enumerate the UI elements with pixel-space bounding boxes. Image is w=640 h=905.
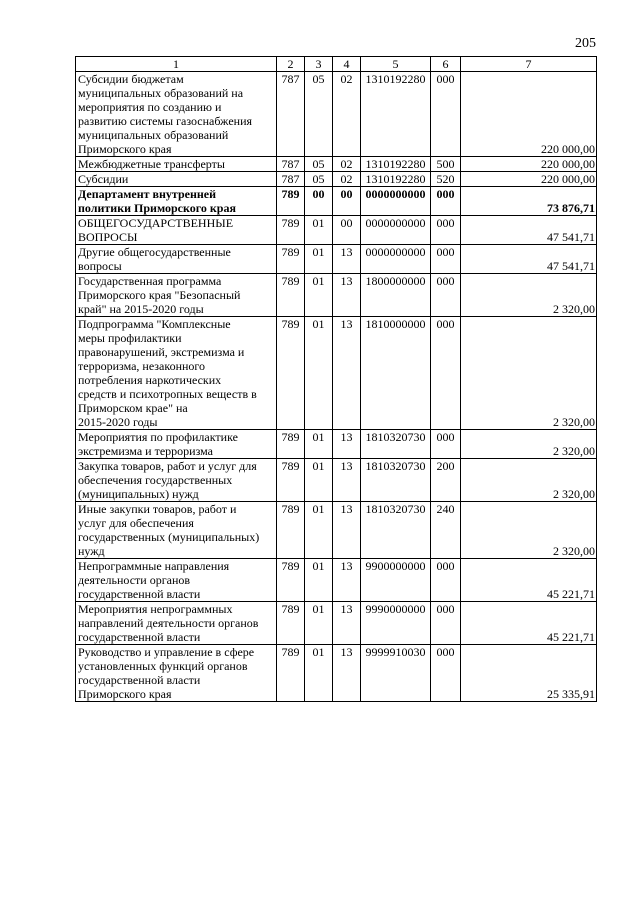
row-expense-type-cell: 000 bbox=[431, 645, 461, 702]
row-target-article-cell: 0000000000 bbox=[361, 187, 431, 216]
row-name-cell: Субсидии бюджетам муниципальных образований на мероприятия по созданию и развитию системы газоснабжения муниципальных образований Приморского края bbox=[76, 72, 277, 157]
row-section-cell: 05 bbox=[305, 172, 333, 187]
row-target-article-cell: 1310192280 bbox=[361, 157, 431, 172]
row-name-cell: Другие общегосударственные вопросы bbox=[76, 245, 277, 274]
row-amount-cell: 2 320,00 bbox=[461, 459, 597, 502]
row-target-article-cell: 1810320730 bbox=[361, 502, 431, 559]
row-expense-type-cell: 500 bbox=[431, 157, 461, 172]
row-section-cell: 01 bbox=[305, 459, 333, 502]
row-expense-type-cell: 000 bbox=[431, 72, 461, 157]
row-admin-code-cell: 787 bbox=[277, 157, 305, 172]
row-name-cell: Департамент внутренней политики Приморского края bbox=[76, 187, 277, 216]
row-expense-type-cell: 200 bbox=[431, 459, 461, 502]
table-row bbox=[76, 602, 597, 645]
row-expense-type-cell: 000 bbox=[431, 274, 461, 317]
row-subsection-cell: 13 bbox=[333, 245, 361, 274]
row-target-article-cell: 1810320730 bbox=[361, 430, 431, 459]
row-expense-type-cell: 000 bbox=[431, 216, 461, 245]
row-admin-code-cell: 789 bbox=[277, 317, 305, 430]
row-subsection-cell: 02 bbox=[333, 157, 361, 172]
row-amount-cell: 47 541,71 bbox=[461, 245, 597, 274]
row-subsection-cell: 13 bbox=[333, 645, 361, 702]
row-admin-code-cell: 789 bbox=[277, 602, 305, 645]
budget-table bbox=[75, 56, 597, 702]
row-target-article-cell: 1310192280 bbox=[361, 72, 431, 157]
row-section-cell: 01 bbox=[305, 245, 333, 274]
row-subsection-cell: 13 bbox=[333, 430, 361, 459]
row-name-cell: Мероприятия непрограммных направлений деятельности органов государственной власти bbox=[76, 602, 277, 645]
row-subsection-cell: 13 bbox=[333, 559, 361, 602]
row-admin-code-cell: 789 bbox=[277, 216, 305, 245]
row-name-cell: Мероприятия по профилактике экстремизма и терроризма bbox=[76, 430, 277, 459]
row-target-article-cell: 1800000000 bbox=[361, 274, 431, 317]
row-target-article-cell: 0000000000 bbox=[361, 245, 431, 274]
row-name-cell: Непрограммные направления деятельности органов государственной власти bbox=[76, 559, 277, 602]
row-subsection-cell: 00 bbox=[333, 216, 361, 245]
row-amount-cell: 220 000,00 bbox=[461, 172, 597, 187]
table-row bbox=[76, 72, 597, 157]
table-row bbox=[76, 502, 597, 559]
row-amount-cell: 220 000,00 bbox=[461, 157, 597, 172]
header-col-2: 2 bbox=[277, 57, 305, 72]
row-subsection-cell: 13 bbox=[333, 502, 361, 559]
row-section-cell: 01 bbox=[305, 216, 333, 245]
row-amount-cell: 2 320,00 bbox=[461, 317, 597, 430]
row-section-cell: 01 bbox=[305, 274, 333, 317]
table-row bbox=[76, 274, 597, 317]
table-row bbox=[76, 245, 597, 274]
table-row bbox=[76, 216, 597, 245]
table-header-row bbox=[76, 57, 597, 72]
row-expense-type-cell: 240 bbox=[431, 502, 461, 559]
row-target-article-cell: 9900000000 bbox=[361, 559, 431, 602]
header-col-5: 5 bbox=[361, 57, 431, 72]
row-admin-code-cell: 789 bbox=[277, 559, 305, 602]
row-admin-code-cell: 789 bbox=[277, 645, 305, 702]
row-admin-code-cell: 789 bbox=[277, 459, 305, 502]
row-target-article-cell: 1310192280 bbox=[361, 172, 431, 187]
row-target-article-cell: 1810000000 bbox=[361, 317, 431, 430]
row-name-cell: ОБЩЕГОСУДАРСТВЕННЫЕ ВОПРОСЫ bbox=[76, 216, 277, 245]
table-row bbox=[76, 187, 597, 216]
row-expense-type-cell: 000 bbox=[431, 602, 461, 645]
row-amount-cell: 73 876,71 bbox=[461, 187, 597, 216]
row-name-cell: Подпрограмма "Комплексные меры профилактики правонарушений, экстремизма и терроризма, незаконного потребления наркотических средств и психотропных веществ в Приморском крае" на 2015-2020 годы bbox=[76, 317, 277, 430]
row-amount-cell: 2 320,00 bbox=[461, 502, 597, 559]
row-name-cell: Субсидии bbox=[76, 172, 277, 187]
row-subsection-cell: 13 bbox=[333, 459, 361, 502]
row-name-cell: Государственная программа Приморского края "Безопасный край" на 2015-2020 годы bbox=[76, 274, 277, 317]
row-target-article-cell: 1810320730 bbox=[361, 459, 431, 502]
row-subsection-cell: 02 bbox=[333, 172, 361, 187]
row-admin-code-cell: 787 bbox=[277, 72, 305, 157]
row-subsection-cell: 13 bbox=[333, 317, 361, 430]
header-col-4: 4 bbox=[333, 57, 361, 72]
table-row bbox=[76, 459, 597, 502]
row-admin-code-cell: 789 bbox=[277, 430, 305, 459]
row-name-cell: Иные закупки товаров, работ и услуг для обеспечения государственных (муниципальных) нужд bbox=[76, 502, 277, 559]
row-expense-type-cell: 000 bbox=[431, 430, 461, 459]
row-subsection-cell: 13 bbox=[333, 602, 361, 645]
row-amount-cell: 2 320,00 bbox=[461, 274, 597, 317]
page-number: 205 bbox=[575, 36, 596, 51]
row-section-cell: 01 bbox=[305, 559, 333, 602]
row-amount-cell: 2 320,00 bbox=[461, 430, 597, 459]
row-section-cell: 01 bbox=[305, 602, 333, 645]
row-subsection-cell: 00 bbox=[333, 187, 361, 216]
row-expense-type-cell: 000 bbox=[431, 245, 461, 274]
row-name-cell: Закупка товаров, работ и услуг для обеспечения государственных (муниципальных) нужд bbox=[76, 459, 277, 502]
row-subsection-cell: 02 bbox=[333, 72, 361, 157]
row-expense-type-cell: 000 bbox=[431, 317, 461, 430]
row-section-cell: 05 bbox=[305, 157, 333, 172]
row-expense-type-cell: 000 bbox=[431, 187, 461, 216]
row-subsection-cell: 13 bbox=[333, 274, 361, 317]
row-admin-code-cell: 789 bbox=[277, 245, 305, 274]
row-amount-cell: 25 335,91 bbox=[461, 645, 597, 702]
row-section-cell: 00 bbox=[305, 187, 333, 216]
header-col-3: 3 bbox=[305, 57, 333, 72]
row-section-cell: 05 bbox=[305, 72, 333, 157]
row-admin-code-cell: 787 bbox=[277, 172, 305, 187]
row-expense-type-cell: 520 bbox=[431, 172, 461, 187]
row-amount-cell: 220 000,00 bbox=[461, 72, 597, 157]
row-name-cell: Руководство и управление в сфере установленных функций органов государственной власти Приморского края bbox=[76, 645, 277, 702]
row-section-cell: 01 bbox=[305, 645, 333, 702]
table-row bbox=[76, 430, 597, 459]
row-name-cell: Межбюджетные трансферты bbox=[76, 157, 277, 172]
row-section-cell: 01 bbox=[305, 317, 333, 430]
table-row bbox=[76, 317, 597, 430]
header-col-6: 6 bbox=[431, 57, 461, 72]
row-target-article-cell: 0000000000 bbox=[361, 216, 431, 245]
row-admin-code-cell: 789 bbox=[277, 187, 305, 216]
row-admin-code-cell: 789 bbox=[277, 502, 305, 559]
header-col-1: 1 bbox=[76, 57, 277, 72]
header-col-7: 7 bbox=[461, 57, 597, 72]
row-section-cell: 01 bbox=[305, 502, 333, 559]
table-row bbox=[76, 157, 597, 172]
row-target-article-cell: 9999910030 bbox=[361, 645, 431, 702]
table-row bbox=[76, 645, 597, 702]
row-amount-cell: 47 541,71 bbox=[461, 216, 597, 245]
row-admin-code-cell: 789 bbox=[277, 274, 305, 317]
row-expense-type-cell: 000 bbox=[431, 559, 461, 602]
row-amount-cell: 45 221,71 bbox=[461, 602, 597, 645]
row-target-article-cell: 9990000000 bbox=[361, 602, 431, 645]
table-row bbox=[76, 172, 597, 187]
row-section-cell: 01 bbox=[305, 430, 333, 459]
budget-table-body bbox=[76, 57, 597, 702]
row-amount-cell: 45 221,71 bbox=[461, 559, 597, 602]
table-row bbox=[76, 559, 597, 602]
